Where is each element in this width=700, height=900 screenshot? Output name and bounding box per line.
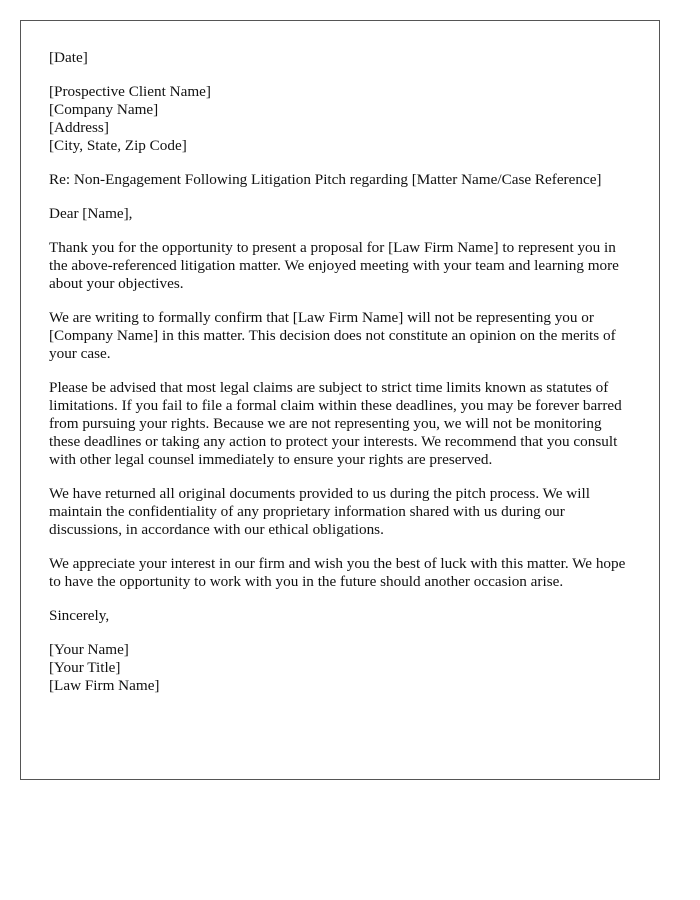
signature-title: [Your Title] bbox=[49, 659, 121, 676]
body-paragraph-thanks: Thank you for the opportunity to present a proposal for [Law Firm Name] to represent you in the above-referenced litigation matter. We enjoyed meeting with your team and learning more about your objectives. bbox=[49, 239, 619, 292]
signature-block bbox=[49, 641, 631, 695]
letter-date: [Date] bbox=[49, 49, 88, 66]
letter-page bbox=[20, 20, 660, 780]
body-paragraph-documents: We have returned all original documents provided to us during the pitch process. We will maintain the confidentiality of any proprietary information shared with us during our discussions, in accordance with our ethical obligations. bbox=[49, 485, 590, 538]
salutation-block bbox=[49, 205, 631, 223]
body-paragraph-non-engagement: We are writing to formally confirm that [Law Firm Name] will not be representing you or [Company Name] in this matter. This decision does not constitute an opinion on the merits of your case. bbox=[49, 309, 616, 362]
body-paragraph-closing-remarks: We appreciate your interest in our firm and wish you the best of luck with this matter. We hope to have the opportunity to work with you in the future should another occasion arise. bbox=[49, 555, 626, 590]
closing: Sincerely, bbox=[49, 607, 110, 624]
recipient-city-state-zip: [City, State, Zip Code] bbox=[49, 137, 187, 154]
date-block bbox=[49, 49, 631, 67]
recipient-address: [Address] bbox=[49, 119, 109, 136]
salutation: Dear [Name], bbox=[49, 205, 133, 222]
recipient-company-name: [Company Name] bbox=[49, 101, 159, 118]
signature-name: [Your Name] bbox=[49, 641, 129, 658]
subject-line: Re: Non-Engagement Following Litigation Pitch regarding [Matter Name/Case Reference] bbox=[49, 171, 602, 188]
closing-block bbox=[49, 607, 631, 625]
signature-firm: [Law Firm Name] bbox=[49, 677, 160, 694]
subject-block bbox=[49, 171, 631, 189]
recipient-address-block bbox=[49, 83, 631, 155]
recipient-client-name: [Prospective Client Name] bbox=[49, 83, 211, 100]
body-paragraph-statute-warning: Please be advised that most legal claims are subject to strict time limits known as statutes of limitations. If you fail to file a formal claim within these deadlines, you may be forever barred from pursuing your rights. Because we are not representing you, we will not be monitoring these deadlines or taking any action to protect your interests. We recommend that you consult with other legal counsel immediately to ensure your rights are preserved. bbox=[49, 379, 622, 468]
